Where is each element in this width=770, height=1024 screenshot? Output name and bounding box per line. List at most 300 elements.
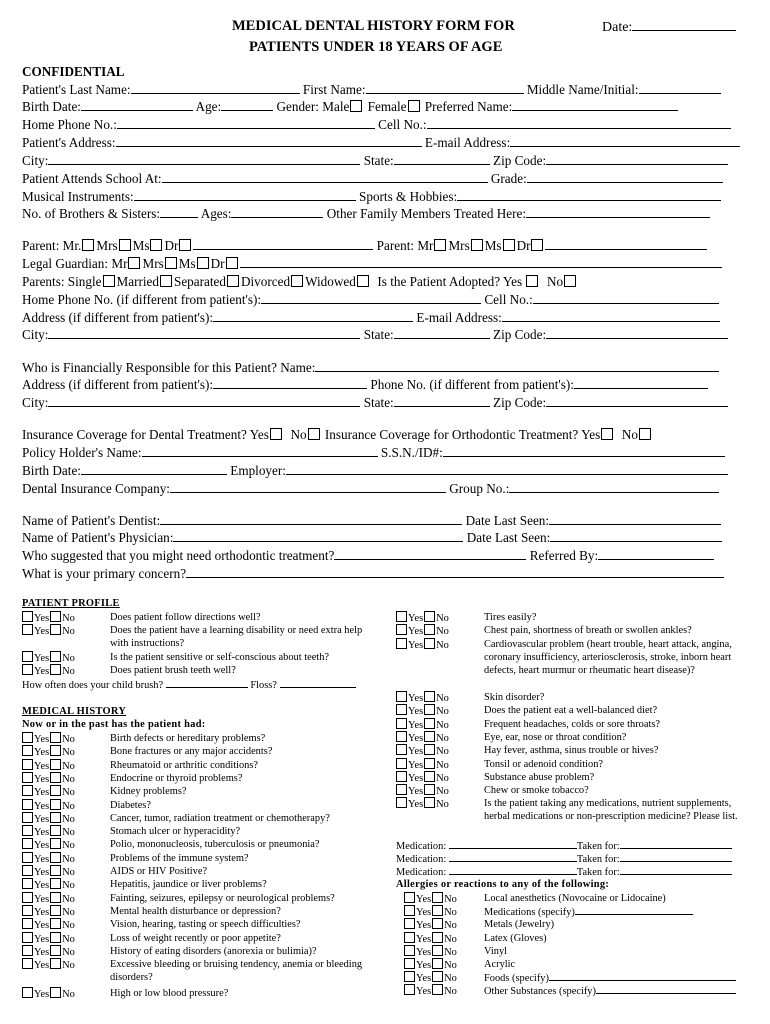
history-13-yes-checkbox[interactable]	[22, 892, 33, 903]
separated-label: Separated	[173, 274, 226, 289]
yes-label: Yes	[34, 827, 50, 839]
parent-1-name-field[interactable]	[193, 238, 373, 250]
right-4-no-checkbox[interactable]	[424, 731, 435, 742]
history-2-yes-checkbox[interactable]	[22, 745, 33, 756]
address-field[interactable]	[116, 135, 422, 147]
guardian-mrs-checkbox[interactable]	[165, 257, 177, 269]
taken-for-label: Taken for:	[576, 841, 620, 852]
allergy-1-yes-no	[403, 892, 457, 906]
profile-q3-no-checkbox[interactable]	[50, 651, 61, 662]
allergy-4-no-checkbox[interactable]	[432, 932, 443, 943]
musical-field[interactable]	[134, 189, 356, 201]
allergy-item-1	[484, 892, 666, 905]
allergy-1-no-checkbox[interactable]	[432, 892, 443, 903]
parent-1-ms-checkbox[interactable]	[150, 239, 162, 251]
employer-field[interactable]	[286, 463, 728, 475]
parent-2-mr-checkbox[interactable]	[434, 239, 446, 251]
parent-1-mr-checkbox[interactable]	[82, 239, 94, 251]
financial-state-label: State:	[363, 395, 394, 410]
right-8-yes-no	[395, 784, 449, 798]
allergy-label: Medications (specify)	[484, 907, 575, 919]
right-2-yes-no	[395, 704, 449, 718]
last-name-field[interactable]	[131, 82, 300, 94]
history-13-no-checkbox[interactable]	[50, 892, 61, 903]
financial-address-label: Address (if different from patient's):	[22, 377, 214, 392]
right-2-yes-checkbox[interactable]	[396, 704, 407, 715]
financial-address-row	[22, 377, 736, 393]
no-label: No	[62, 893, 75, 905]
chest-no-checkbox[interactable]	[424, 624, 435, 635]
financial-address-field[interactable]	[213, 377, 367, 389]
history-5-yes-checkbox[interactable]	[22, 785, 33, 796]
right-1-no-checkbox[interactable]	[424, 691, 435, 702]
history-18-yes-checkbox[interactable]	[22, 958, 33, 969]
holder-birth-field[interactable]	[81, 463, 227, 475]
history-14-no-checkbox[interactable]	[50, 905, 61, 916]
history-10-yes-checkbox[interactable]	[22, 852, 33, 863]
financial-name-field[interactable]	[315, 360, 719, 372]
history-16-no-checkbox[interactable]	[50, 932, 61, 943]
dr-label: Dr	[210, 256, 225, 271]
ssn-field[interactable]	[443, 445, 725, 457]
allergy-item-7	[484, 971, 736, 985]
history-19-no-checkbox[interactable]	[50, 987, 61, 998]
allergy-5-no-checkbox[interactable]	[432, 945, 443, 956]
single-checkbox[interactable]	[103, 275, 115, 287]
financial-city-field[interactable]	[48, 395, 360, 407]
right-4-yes-checkbox[interactable]	[396, 731, 407, 742]
company-label: Dental Insurance Company:	[22, 481, 170, 496]
right-3-no-checkbox[interactable]	[424, 718, 435, 729]
profile-q2-yes-checkbox[interactable]	[22, 624, 33, 635]
right-7-no-checkbox[interactable]	[424, 771, 435, 782]
history-11-yes-checkbox[interactable]	[22, 865, 33, 876]
physician-label: Name of Patient's Physician:	[22, 530, 174, 545]
no-label: No	[547, 274, 564, 289]
allergy-6-yes-checkbox[interactable]	[404, 958, 415, 969]
school-label: Patient Attends School At:	[22, 171, 162, 186]
medication-label: Medication:	[396, 841, 447, 852]
profile-q4-yes-checkbox[interactable]	[22, 664, 33, 675]
suggested-field[interactable]	[334, 548, 526, 560]
parent-2-name-field[interactable]	[545, 238, 707, 250]
form-title-line-2: PATIENTS UNDER 18 YEARS OF AGE	[249, 39, 503, 55]
employer-label: Employer:	[230, 463, 286, 478]
yes-label: Yes	[408, 626, 424, 637]
allergy-3-yes-checkbox[interactable]	[404, 918, 415, 929]
yes-label: Yes	[408, 786, 424, 798]
parent-zip-field[interactable]	[546, 327, 728, 339]
right-8-yes-checkbox[interactable]	[396, 784, 407, 795]
history-14-yes-checkbox[interactable]	[22, 905, 33, 916]
yes-label: Yes	[34, 626, 50, 637]
dr-label: Dr	[164, 238, 179, 253]
medication-row	[396, 852, 732, 866]
adopted-yes-checkbox[interactable]	[526, 275, 538, 287]
no-label: No	[444, 960, 457, 971]
form-title-line-1: MEDICAL DENTAL HISTORY FORM FOR	[232, 18, 515, 34]
allergy-8-no-checkbox[interactable]	[432, 984, 443, 995]
right-7-yes-no	[395, 771, 449, 785]
taken-for-field[interactable]	[620, 852, 732, 862]
male-checkbox[interactable]	[350, 100, 362, 112]
taken-for-field[interactable]	[620, 839, 732, 849]
widowed-checkbox[interactable]	[357, 275, 369, 287]
medications-no-checkbox[interactable]	[424, 797, 435, 808]
email-label: E-mail Address:	[424, 135, 511, 150]
history-3-no-checkbox[interactable]	[50, 759, 61, 770]
history-4-yes-checkbox[interactable]	[22, 772, 33, 783]
guardian-ms-checkbox[interactable]	[197, 257, 209, 269]
yes-label: Yes	[34, 906, 50, 918]
holder-birth-row	[22, 463, 736, 479]
chest-yes-checkbox[interactable]	[396, 624, 407, 635]
female-checkbox[interactable]	[408, 100, 420, 112]
date-label: Date:	[602, 20, 633, 35]
cardio-yes-checkbox[interactable]	[396, 638, 407, 649]
history-8-yes-no	[21, 825, 75, 839]
history-question-19: High or low blood pressure?	[110, 987, 229, 999]
dentist-date-field[interactable]	[549, 513, 721, 525]
siblings-label: No. of Brothers & Sisters:	[22, 206, 161, 221]
no-label: No	[62, 960, 75, 972]
medications-yes-checkbox[interactable]	[396, 797, 407, 808]
allergy-8-yes-checkbox[interactable]	[404, 984, 415, 995]
email-field[interactable]	[510, 135, 740, 147]
company-field[interactable]	[170, 481, 446, 493]
ages-label: Ages:	[200, 206, 232, 221]
allergy-2-no-checkbox[interactable]	[432, 905, 443, 916]
divorced-label: Divorced	[240, 274, 291, 289]
dentist-date-label: Date Last Seen:	[465, 513, 550, 528]
no-label: No	[436, 786, 449, 798]
medication-field[interactable]	[449, 865, 577, 875]
parent-1-dr-checkbox[interactable]	[179, 239, 191, 251]
parent-cell-label: Cell No.:	[484, 292, 533, 307]
yes-label: Yes	[416, 894, 432, 905]
right-3-yes-checkbox[interactable]	[396, 718, 407, 729]
dentist-label: Name of Patient's Dentist:	[22, 513, 161, 528]
ortho-yes-checkbox[interactable]	[601, 428, 613, 440]
history-1-yes-checkbox[interactable]	[22, 732, 33, 743]
right-5-no-checkbox[interactable]	[424, 744, 435, 755]
other-family-field[interactable]	[526, 206, 710, 218]
history-8-yes-checkbox[interactable]	[22, 825, 33, 836]
allergy-item-5	[484, 945, 507, 958]
yes-label: Yes	[408, 719, 424, 731]
history-5-no-checkbox[interactable]	[50, 785, 61, 796]
profile-q1-yes-no	[21, 611, 75, 625]
no-label: No	[444, 894, 457, 905]
history-16-yes-checkbox[interactable]	[22, 932, 33, 943]
allergy-label: Metals (Jewelry)	[484, 919, 555, 931]
parent-address-field[interactable]	[213, 310, 413, 322]
sports-field[interactable]	[457, 189, 721, 201]
medication-field[interactable]	[449, 839, 577, 849]
concern-field[interactable]	[186, 566, 724, 578]
history-7-no-checkbox[interactable]	[50, 812, 61, 823]
allergy-8-yes-no	[403, 984, 457, 998]
allergy-6-no-checkbox[interactable]	[432, 958, 443, 969]
no-label: No	[444, 907, 457, 919]
no-label: No	[444, 933, 457, 945]
address-label: Patient's Address:	[22, 135, 116, 150]
history-question-11: AIDS or HIV Positive?	[110, 866, 208, 877]
history-17-no-checkbox[interactable]	[50, 945, 61, 956]
parent-1-label: Parent: Mr.	[22, 238, 82, 253]
history-question-17: History of eating disorders (anorexia or bulimia)?	[110, 945, 317, 957]
history-6-yes-checkbox[interactable]	[22, 799, 33, 810]
history-18-no-checkbox[interactable]	[50, 958, 61, 969]
yes-label: Yes	[34, 653, 50, 664]
dental-no-checkbox[interactable]	[308, 428, 320, 440]
history-7-yes-no	[21, 812, 75, 826]
allergy-7-no-checkbox[interactable]	[432, 971, 443, 982]
right-1-yes-checkbox[interactable]	[396, 691, 407, 702]
allergy-specify-field[interactable]	[549, 971, 736, 981]
right-6-no-checkbox[interactable]	[424, 758, 435, 769]
financial-city-label: City:	[22, 395, 49, 410]
separated-checkbox[interactable]	[227, 275, 239, 287]
no-label: No	[62, 813, 75, 825]
yes-label: Yes	[34, 933, 50, 945]
allergy-7-yes-checkbox[interactable]	[404, 971, 415, 982]
financial-zip-field[interactable]	[546, 395, 728, 407]
married-label: Married	[116, 274, 159, 289]
first-name-label: First Name:	[302, 82, 366, 97]
yes-label: Yes	[416, 920, 432, 932]
taken-for-label: Taken for:	[576, 854, 620, 865]
divorced-checkbox[interactable]	[291, 275, 303, 287]
yes-label: Yes	[34, 840, 50, 852]
allergy-2-yes-checkbox[interactable]	[404, 905, 415, 916]
parent-phone-field[interactable]	[261, 292, 481, 304]
city-field[interactable]	[48, 153, 360, 165]
zip-field[interactable]	[546, 153, 728, 165]
history-10-yes-no	[21, 852, 75, 866]
profile-q1-no-checkbox[interactable]	[50, 611, 61, 622]
group-field[interactable]	[509, 481, 719, 493]
history-9-yes-checkbox[interactable]	[22, 838, 33, 849]
yes-label: Yes	[34, 988, 50, 1000]
preferred-name-field[interactable]	[512, 99, 678, 111]
date-field[interactable]	[602, 19, 736, 36]
physician-row	[22, 530, 736, 546]
financial-state-field[interactable]	[394, 395, 490, 407]
yes-label: Yes	[408, 746, 424, 758]
profile-q1-yes-checkbox[interactable]	[22, 611, 33, 622]
yes-label: Yes	[34, 893, 50, 905]
allergy-3-no-checkbox[interactable]	[432, 918, 443, 929]
history-11-yes-no	[21, 865, 75, 879]
parent-2-label: Parent: Mr	[376, 238, 434, 253]
guardian-dr-checkbox[interactable]	[226, 257, 238, 269]
history-1-no-checkbox[interactable]	[50, 732, 61, 743]
city-label: City:	[22, 153, 49, 168]
history-11-no-checkbox[interactable]	[50, 865, 61, 876]
holder-field[interactable]	[142, 445, 378, 457]
mrs-label: Mrs	[448, 238, 470, 253]
history-6-no-checkbox[interactable]	[50, 799, 61, 810]
parent-2-dr-checkbox[interactable]	[531, 239, 543, 251]
adopted-no-checkbox[interactable]	[564, 275, 576, 287]
yes-label: Yes	[416, 946, 432, 958]
first-name-field[interactable]	[366, 82, 524, 94]
right-6-yes-checkbox[interactable]	[396, 758, 407, 769]
tires-yes-checkbox[interactable]	[396, 611, 407, 622]
allergy-4-yes-no	[403, 932, 457, 946]
no-label: No	[62, 613, 75, 624]
right-1-yes-no	[395, 691, 449, 705]
grade-label: Grade:	[490, 171, 527, 186]
no-label: No	[621, 427, 639, 442]
physician-field[interactable]	[173, 530, 463, 542]
gender-label: Gender:	[276, 99, 319, 114]
school-field[interactable]	[162, 171, 488, 183]
right-7-yes-checkbox[interactable]	[396, 771, 407, 782]
allergy-item-3	[484, 918, 554, 931]
physician-date-field[interactable]	[550, 530, 722, 542]
financial-phone-field[interactable]	[574, 377, 708, 389]
profile-q2-no-checkbox[interactable]	[50, 624, 61, 635]
yes-label: Yes	[34, 946, 50, 958]
middle-name-field[interactable]	[639, 82, 721, 94]
yes-label: Yes	[34, 800, 50, 812]
city-row	[22, 153, 736, 169]
musical-label: Musical Instruments:	[22, 189, 134, 204]
history-2-no-checkbox[interactable]	[50, 745, 61, 756]
adopted-label: Is the Patient Adopted?	[377, 274, 501, 289]
no-label: No	[62, 800, 75, 812]
right-question-2: Does the patient eat a well-balanced diet?	[484, 705, 658, 717]
history-19-yes-checkbox[interactable]	[22, 987, 33, 998]
allergy-specify-field[interactable]	[575, 905, 693, 915]
tires-no-checkbox[interactable]	[424, 611, 435, 622]
no-label: No	[62, 653, 75, 664]
medication-field[interactable]	[449, 852, 577, 862]
history-12-no-checkbox[interactable]	[50, 878, 61, 889]
parent-state-field[interactable]	[394, 327, 490, 339]
ms-label: Ms	[132, 238, 150, 253]
brush-row	[22, 678, 356, 692]
no-label: No	[444, 946, 457, 958]
financial-zip-label: Zip Code:	[493, 395, 547, 410]
grade-field[interactable]	[527, 171, 723, 183]
parent-cell-field[interactable]	[533, 292, 719, 304]
chest-yes-no	[395, 624, 449, 638]
right-2-no-checkbox[interactable]	[424, 704, 435, 715]
allergy-specify-field[interactable]	[596, 984, 736, 994]
history-question-9: Polio, mononucleosis, tuberculosis or pneumonia?	[110, 839, 320, 851]
yes-label: Yes	[34, 773, 50, 785]
history-4-yes-no	[21, 772, 75, 786]
marital-row	[22, 274, 736, 290]
profile-question-4: Does patient brush teeth well?	[110, 665, 236, 676]
parent-city-field[interactable]	[48, 327, 360, 339]
yes-label: Yes	[34, 787, 50, 799]
right-question-6: Tonsil or adenoid condition?	[484, 758, 604, 770]
allergy-5-yes-checkbox[interactable]	[404, 945, 415, 956]
yes-label: Yes	[416, 986, 432, 998]
history-15-no-checkbox[interactable]	[50, 918, 61, 929]
guardian-mr-checkbox[interactable]	[128, 257, 140, 269]
cardio-yes-no	[395, 638, 449, 652]
profile-question-3: Is the patient sensitive or self-conscious about teeth?	[110, 652, 330, 663]
allergy-5-yes-no	[403, 945, 457, 959]
dentist-field[interactable]	[160, 513, 462, 525]
no-label: No	[62, 773, 75, 785]
parent-2-mrs-checkbox[interactable]	[471, 239, 483, 251]
no-label: No	[436, 640, 449, 651]
right-8-no-checkbox[interactable]	[424, 784, 435, 795]
history-question-18: Excessive bleeding or bruising tendency, anemia or bleeding disorders?	[110, 959, 363, 984]
referred-field[interactable]	[598, 548, 714, 560]
history-15-yes-checkbox[interactable]	[22, 918, 33, 929]
history-3-yes-checkbox[interactable]	[22, 759, 33, 770]
allergy-item-8	[484, 984, 736, 998]
no-label: No	[62, 880, 75, 892]
history-19-yes-no	[21, 987, 75, 1001]
dental-yes-checkbox[interactable]	[270, 428, 282, 440]
parent-1-mrs-checkbox[interactable]	[119, 239, 131, 251]
history-question-15: Vision, hearing, tasting or speech difficulties?	[110, 919, 301, 931]
guardian-label: Legal Guardian: Mr	[22, 256, 128, 271]
parent-phone-label: Home Phone No. (if different from patient's):	[22, 292, 262, 307]
allergies-heading: Allergies or reactions to any of the following:	[396, 879, 610, 890]
floss-field[interactable]	[280, 678, 356, 688]
birth-date-field[interactable]	[81, 99, 193, 111]
medications-question: Is the patient taking any medications, nutrient supplements, herbal medications or non-prescription medicine? Please list.	[484, 798, 738, 823]
history-7-yes-checkbox[interactable]	[22, 812, 33, 823]
cardio-no-checkbox[interactable]	[424, 638, 435, 649]
medication-label: Medication:	[396, 854, 447, 865]
allergy-4-yes-checkbox[interactable]	[404, 932, 415, 943]
patient-profile-heading: PATIENT PROFILE	[22, 598, 120, 609]
patient-name-row	[22, 82, 736, 98]
history-4-no-checkbox[interactable]	[50, 772, 61, 783]
ages-field[interactable]	[231, 206, 323, 218]
parent-2-ms-checkbox[interactable]	[503, 239, 515, 251]
allergy-1-yes-checkbox[interactable]	[404, 892, 415, 903]
profile-q3-yes-checkbox[interactable]	[22, 651, 33, 662]
right-5-yes-checkbox[interactable]	[396, 744, 407, 755]
parent-email-field[interactable]	[502, 310, 720, 322]
single-label: Parents: Single	[22, 274, 102, 289]
history-18-yes-no	[21, 958, 75, 972]
cell-field[interactable]	[427, 117, 731, 129]
state-field[interactable]	[394, 153, 490, 165]
history-8-no-checkbox[interactable]	[50, 825, 61, 836]
siblings-field[interactable]	[160, 206, 198, 218]
guardian-name-field[interactable]	[240, 256, 722, 268]
no-label: No	[444, 920, 457, 932]
history-2-yes-no	[21, 745, 75, 759]
history-17-yes-no	[21, 945, 75, 959]
floss-label: Floss?	[250, 680, 277, 691]
history-12-yes-checkbox[interactable]	[22, 878, 33, 889]
taken-for-field[interactable]	[620, 865, 732, 875]
profile-q4-no-checkbox[interactable]	[50, 664, 61, 675]
married-checkbox[interactable]	[160, 275, 172, 287]
home-phone-field[interactable]	[117, 117, 375, 129]
yes-label: Yes	[34, 867, 50, 878]
brush-field[interactable]	[166, 678, 248, 688]
history-9-no-checkbox[interactable]	[50, 838, 61, 849]
ortho-no-checkbox[interactable]	[639, 428, 651, 440]
history-17-yes-checkbox[interactable]	[22, 945, 33, 956]
history-10-no-checkbox[interactable]	[50, 852, 61, 863]
age-field[interactable]	[221, 99, 273, 111]
